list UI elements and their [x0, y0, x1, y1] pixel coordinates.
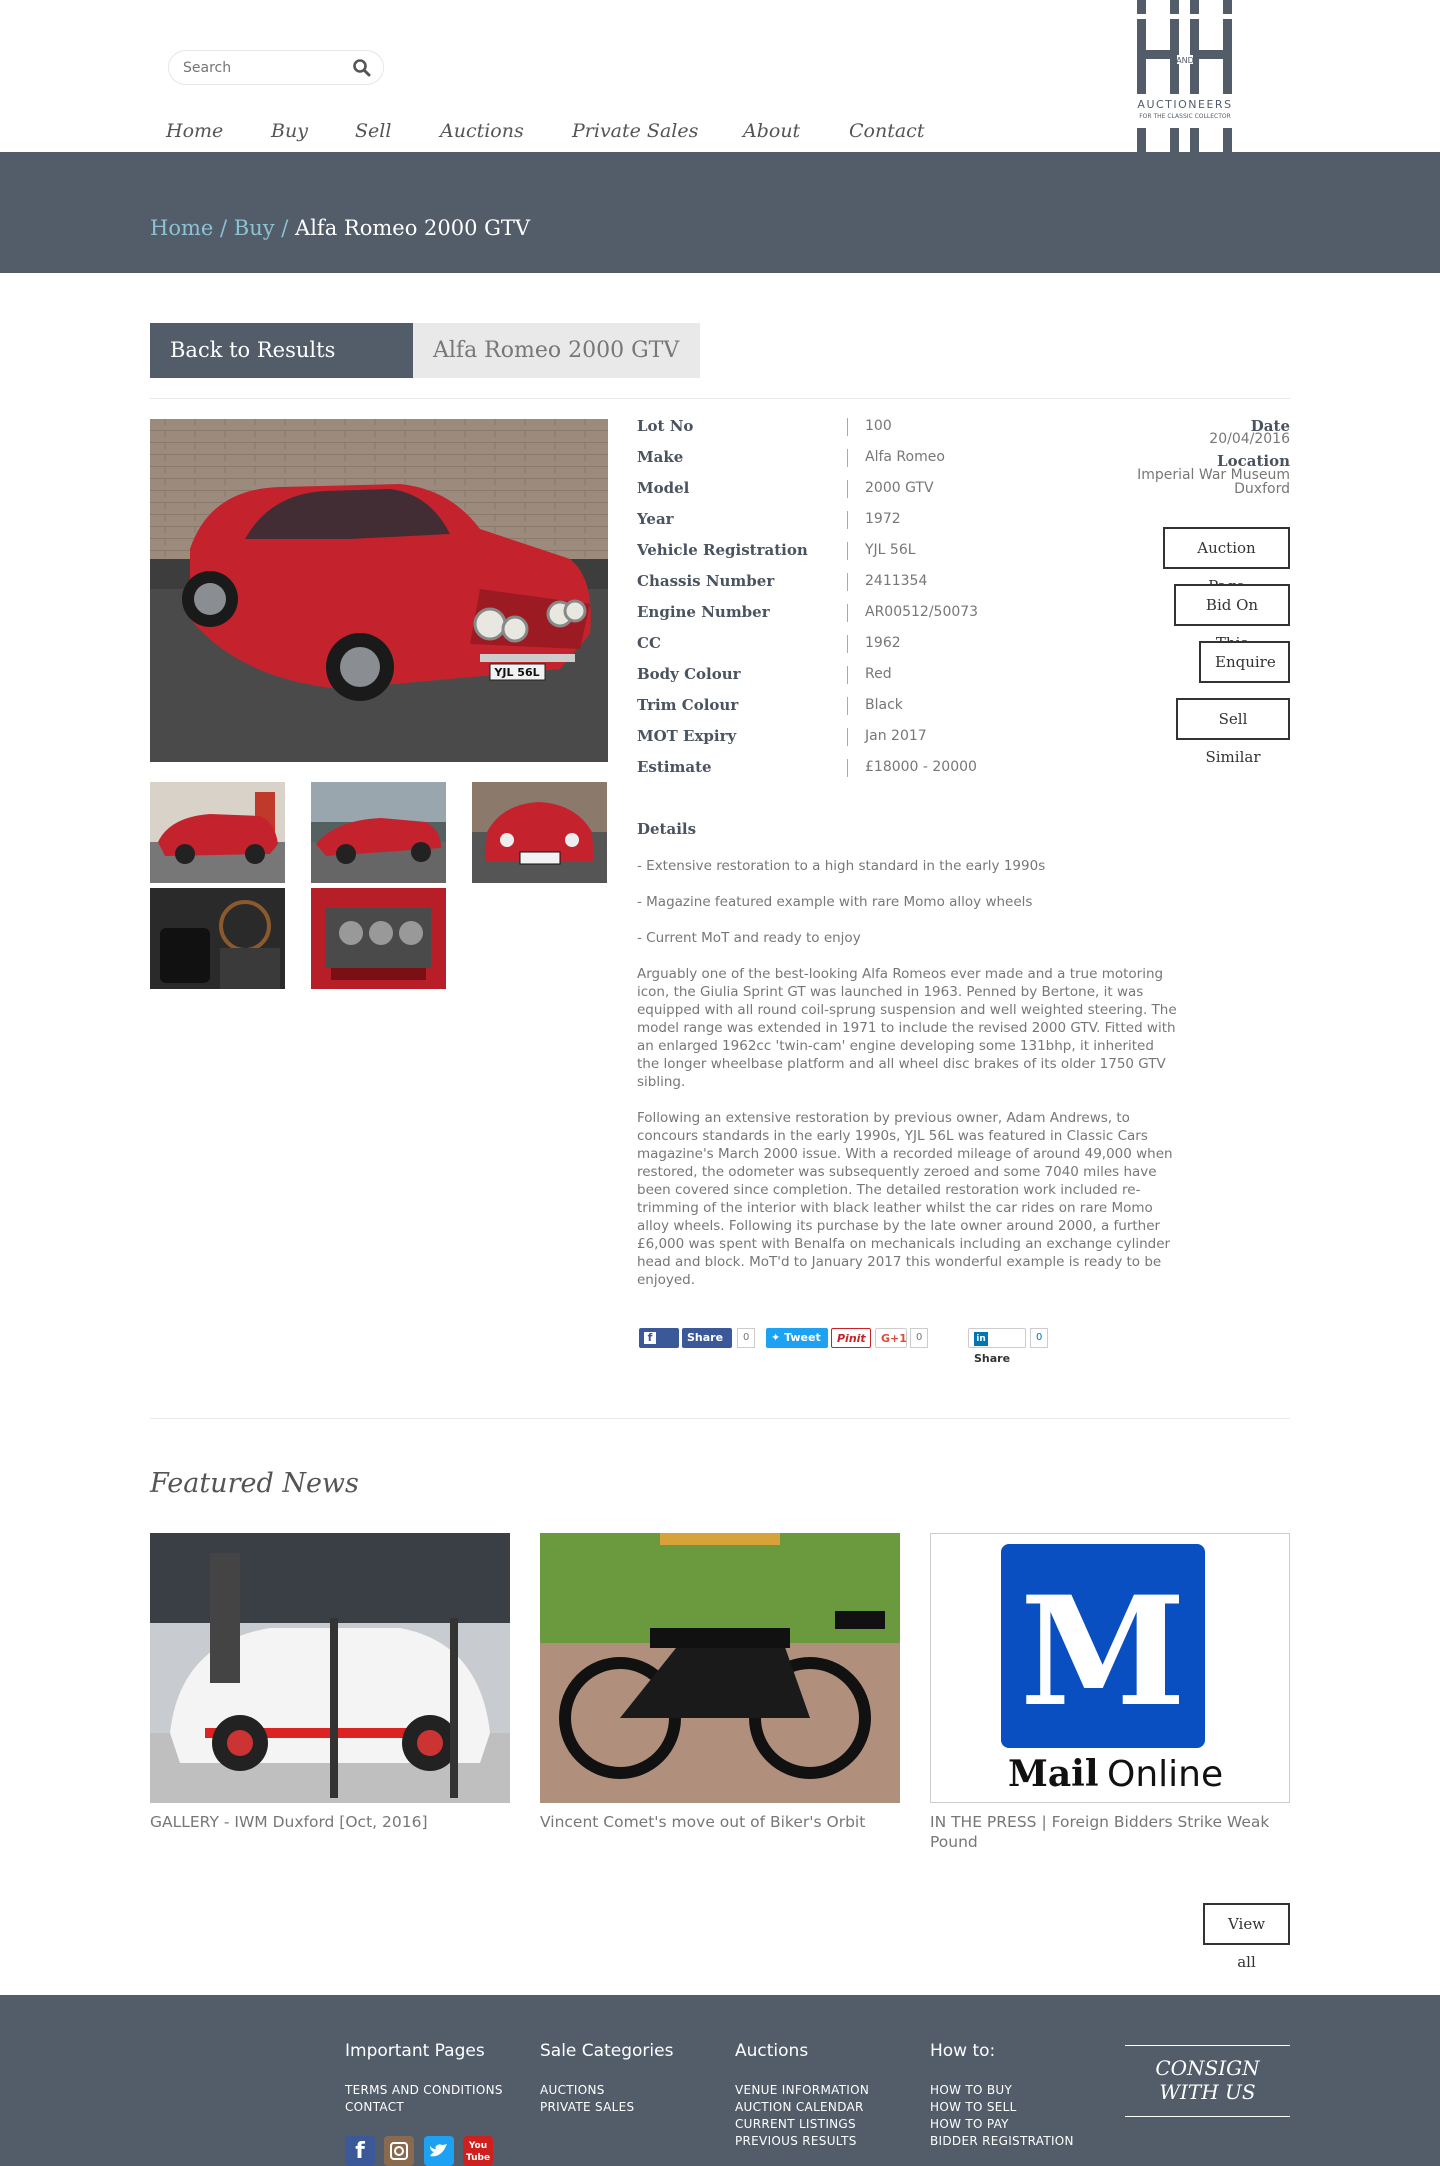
date-label: Date [1250, 417, 1290, 435]
linkedin-icon: in [974, 1332, 988, 1346]
breadcrumb-separator: / [281, 216, 289, 240]
spec-separator [847, 759, 848, 777]
footer-heading-important-pages: Important Pages [345, 2041, 485, 2061]
google-plus-count: 0 [910, 1328, 928, 1348]
breadcrumb-home[interactable]: Home [150, 216, 214, 240]
nav-private-sales[interactable]: Private Sales [572, 120, 699, 142]
facebook-like-button[interactable] [639, 1328, 679, 1364]
site-logo[interactable] [1135, 0, 1259, 154]
description-paragraph-2: Following an extensive restoration by previous owner, Adam Andrews, to concours standards in the early 1990s, YJL 56L was featured in Classic Cars magazine's March 2000 issue. With a recorded mileage of around 49,000 when restored, the odometer was subsequently zeroed and some 7040 miles have been covered since completion. The detailed restoration work included re-trimming of the interior with black leather whilst the car rides on rare Momo alloy wheels. Following its purchase by the late owner around 2000, a further £6,000 was spent with Benalfa on mechanicals including an exchange cylinder head and block. MoT'd to January 2017 this wonderful example is ready to be enjoyed. [637, 1110, 1173, 1288]
footer-link-venue-information[interactable]: VENUE INFORMATION [735, 2083, 870, 2097]
tweet-button[interactable] [766, 1328, 828, 1348]
tweet-label: Tweet [784, 1331, 821, 1344]
spec-row [637, 603, 1097, 634]
spec-label: Lot No [637, 417, 694, 435]
footer-link-current-listings[interactable]: CURRENT LISTINGS [735, 2117, 856, 2131]
bid-on-this-button[interactable]: Bid On [1174, 584, 1290, 626]
news-image-vincent[interactable] [540, 1533, 900, 1803]
like-label: Like [644, 1351, 670, 1364]
news-link-vincent[interactable]: Vincent Comet's move out of Biker's Orbit [540, 1813, 866, 1831]
spec-label: Year [637, 510, 674, 528]
google-plus-button[interactable]: G+1 [875, 1328, 907, 1348]
description-paragraph-1: Arguably one of the best-looking Alfa Romeos ever made and a true motoring icon, the Giulia Sprint GT was launched in 1963. Penned by Bertone, it was equipped with all round coil-sprung suspension and well weighted steering. The model range was extended in 1971 to include the revised 2000 GTV. Fitted with an enlarged 1962cc 'twin-cam' engine developing some 131bhp, it inherited the longer wheelbase platform and all wheel disc brakes of its older 1750 GTV sibling. [637, 966, 1177, 1090]
footer-heading-auctions: Auctions [735, 2041, 809, 2061]
spec-label: Model [637, 479, 690, 497]
spec-row [637, 510, 1097, 541]
footer-link-previous-results[interactable]: PREVIOUS RESULTS [735, 2134, 857, 2148]
spec-value: £18000 - 20000 [865, 759, 977, 775]
spec-separator [847, 728, 848, 746]
divider [150, 1418, 1290, 1419]
featured-news-heading: Featured News [150, 1468, 359, 1499]
svg-text:AND: AND [1176, 56, 1194, 65]
spec-row [637, 448, 1097, 479]
twitter-icon[interactable] [424, 2136, 454, 2166]
divider [150, 398, 1290, 399]
mailonline-wordmark-mail: Mail [1008, 1753, 1099, 1795]
news-image-mailonline[interactable] [930, 1533, 1290, 1803]
detail-bullet: - Extensive restoration to a high standard in the early 1990s [637, 858, 1046, 874]
thumbnail-1[interactable] [150, 782, 285, 883]
search-icon[interactable] [352, 58, 372, 78]
main-nav [166, 120, 949, 150]
spec-value: AR00512/50073 [865, 604, 979, 620]
detail-bullet: - Current MoT and ready to enjoy [637, 930, 861, 946]
spec-row [637, 541, 1097, 572]
spec-row [637, 417, 1097, 448]
spec-value: Black [865, 697, 903, 713]
footer-heading-sale-categories: Sale Categories [540, 2041, 674, 2061]
thumbnail-3[interactable] [472, 782, 607, 883]
spec-label: Vehicle Registration [637, 541, 808, 559]
thumbnail-2[interactable] [311, 782, 446, 883]
footer-link-private-sales[interactable]: PRIVATE SALES [540, 2100, 635, 2114]
spec-row [637, 696, 1097, 727]
thumbnail-5[interactable] [311, 888, 446, 989]
svg-text:AUCTIONEERS: AUCTIONEERS [1137, 98, 1233, 111]
nav-home[interactable]: Home [166, 120, 224, 142]
nav-sell[interactable]: Sell [355, 120, 392, 142]
footer-link-bidder-registration[interactable]: BIDDER REGISTRATION [930, 2134, 1074, 2148]
youtube-icon[interactable]: You Tube [463, 2136, 493, 2166]
spec-label: CC [637, 634, 661, 652]
spec-value: 1972 [865, 511, 901, 527]
sale-location-line2: Duxford [1234, 481, 1290, 497]
instagram-icon[interactable] [384, 2136, 414, 2166]
spec-separator [847, 635, 848, 653]
nav-about[interactable]: About [743, 120, 801, 142]
footer-heading-how-to: How to: [930, 2041, 996, 2061]
spec-separator [847, 604, 848, 622]
spec-value: YJL 56L [865, 542, 916, 558]
twitter-icon: ✦ [771, 1331, 781, 1344]
breadcrumb-separator: / [220, 216, 228, 240]
spec-value: 2000 GTV [865, 480, 934, 496]
spec-row [637, 479, 1097, 510]
spec-label: Trim Colour [637, 696, 739, 714]
spec-label: Chassis Number [637, 572, 775, 590]
auction-page-button[interactable]: Auction [1163, 527, 1290, 569]
plate-text: YJL 56L [494, 666, 540, 679]
pinterest-button[interactable]: Pinit [831, 1328, 871, 1348]
spec-value: Alfa Romeo [865, 449, 945, 465]
thumbnail-4[interactable] [150, 888, 285, 989]
spec-value: 100 [865, 418, 892, 434]
footer-link-terms[interactable]: TERMS AND CONDITIONS [345, 2083, 503, 2097]
sell-similar-button[interactable]: Sell Similar [1176, 698, 1290, 740]
breadcrumb-buy[interactable]: Buy [233, 216, 275, 240]
nav-contact[interactable]: Contact [849, 120, 925, 142]
spec-separator [847, 542, 848, 560]
nav-buy[interactable]: Buy [271, 120, 308, 142]
spec-row [637, 758, 1097, 789]
spec-label: Estimate [637, 758, 712, 776]
spec-label: Engine Number [637, 603, 770, 621]
spec-separator [847, 480, 848, 498]
spec-separator [847, 697, 848, 715]
spec-row [637, 665, 1097, 696]
spec-value: Jan 2017 [865, 728, 927, 744]
spec-value: Red [865, 666, 892, 682]
hh-logo-mark [1135, 0, 1259, 154]
spec-label: MOT Expiry [637, 727, 737, 745]
enquire-button[interactable]: Enquire [1199, 641, 1290, 683]
news-link-press[interactable]: IN THE PRESS | Foreign Bidders Strike Weak Pound [930, 1813, 1270, 1851]
facebook-icon: f [644, 1332, 656, 1344]
consign-with-us-button[interactable] [1125, 2045, 1290, 2117]
location-label: Location [1217, 452, 1290, 470]
lot-title: Alfa Romeo 2000 GTV [413, 323, 700, 378]
footer-link-how-to-buy[interactable]: HOW TO BUY [930, 2083, 1013, 2097]
spec-value: 1962 [865, 635, 901, 651]
footer-link-auctions[interactable]: AUCTIONS [540, 2083, 605, 2097]
mailonline-wordmark-online: Online [1107, 1754, 1224, 1795]
spec-row [637, 572, 1097, 603]
detail-bullet: - Magazine featured example with rare Momo alloy wheels [637, 894, 1033, 910]
footer-link-how-to-sell[interactable]: HOW TO SELL [930, 2100, 1017, 2114]
nav-auctions[interactable]: Auctions [440, 120, 524, 142]
facebook-icon[interactable]: f [345, 2136, 375, 2166]
linkedin-share-label: Share [974, 1352, 1011, 1365]
spec-separator [847, 449, 848, 467]
main-car-photo[interactable] [150, 419, 608, 762]
sale-date: 20/04/2016 [1209, 431, 1290, 447]
footer-link-contact[interactable]: CONTACT [345, 2100, 405, 2114]
spec-value: 2411354 [865, 573, 928, 589]
linkedin-share-button[interactable] [968, 1328, 1026, 1365]
breadcrumb-current: Alfa Romeo 2000 GTV [295, 216, 531, 240]
facebook-share-button[interactable]: Share [682, 1328, 732, 1348]
linkedin-share-count: 0 [1030, 1328, 1048, 1348]
spec-separator [847, 666, 848, 684]
breadcrumb [150, 216, 530, 240]
page-banner [0, 152, 1440, 273]
details-heading: Details [637, 820, 697, 838]
sale-location-line1: Imperial War Museum [1137, 467, 1290, 483]
spec-separator [847, 573, 848, 591]
footer-link-how-to-pay[interactable]: HOW TO PAY [930, 2117, 1009, 2131]
spec-separator [847, 418, 848, 436]
news-image-duxford[interactable] [150, 1533, 510, 1803]
spec-separator [847, 511, 848, 529]
spec-row [637, 634, 1097, 665]
footer-link-auction-calendar[interactable]: AUCTION CALENDAR [735, 2100, 864, 2114]
spec-row [637, 727, 1097, 758]
spec-label: Body Colour [637, 665, 741, 683]
consign-line-2: WITH US [1159, 2080, 1256, 2104]
mail-m-mark: M [1019, 1564, 1187, 1740]
consign-line-1: CONSIGN [1155, 2056, 1260, 2080]
news-link-duxford[interactable]: GALLERY - IWM Duxford [Oct, 2016] [150, 1813, 428, 1831]
spec-label: Make [637, 448, 684, 466]
svg-text:FOR THE CLASSIC COLLECTOR: FOR THE CLASSIC COLLECTOR [1139, 113, 1231, 120]
view-all-button[interactable]: View all [1203, 1903, 1290, 1945]
facebook-share-count: 0 [737, 1328, 755, 1348]
back-to-results-button[interactable]: Back to Results [150, 323, 413, 378]
